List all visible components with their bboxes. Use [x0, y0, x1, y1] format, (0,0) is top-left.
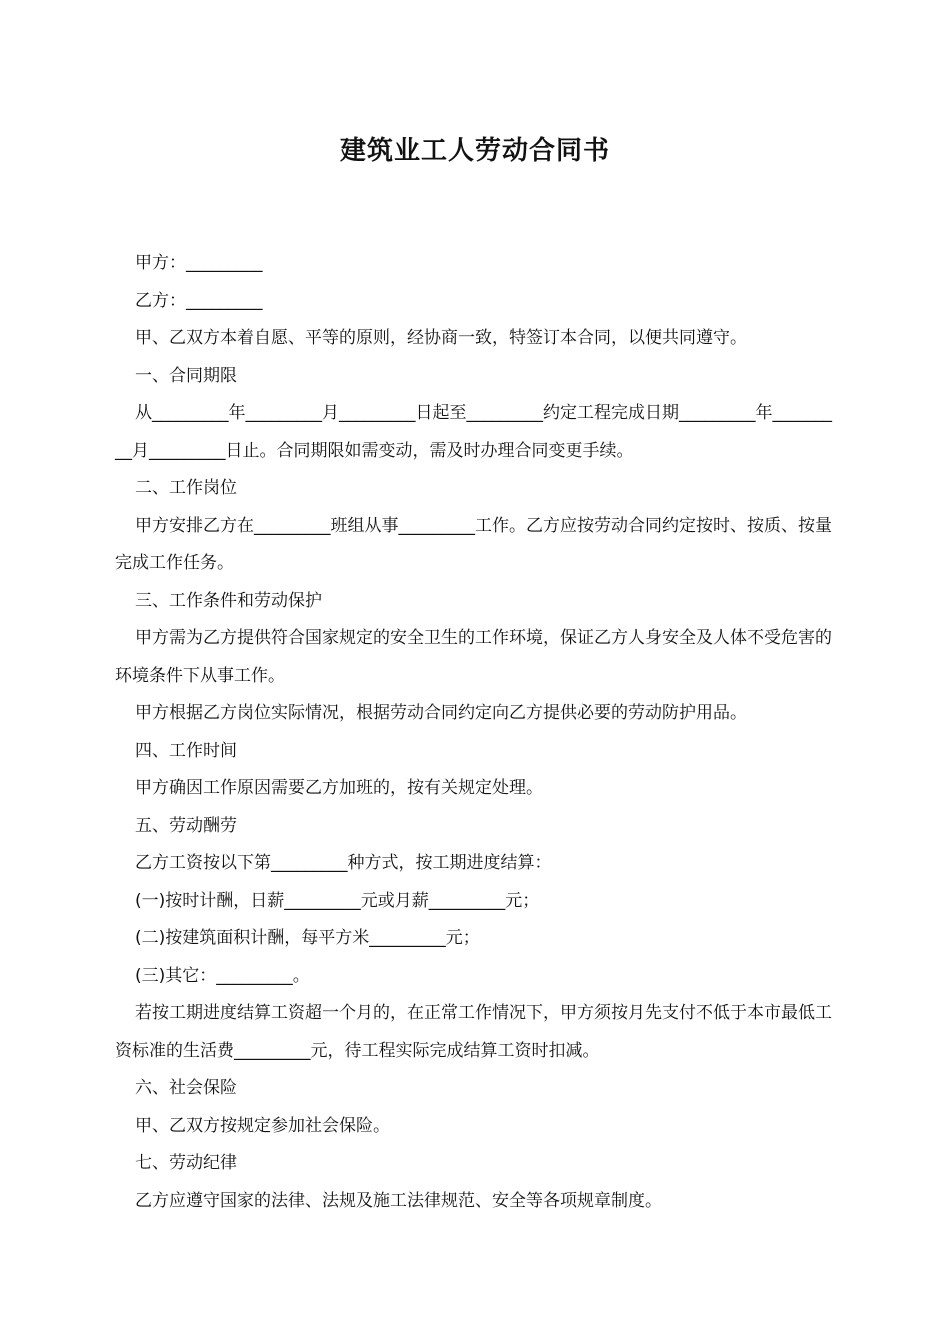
- section-heading-term: 一、合同期限: [135, 365, 237, 386]
- party-a-line: 甲方：_________: [135, 253, 263, 273]
- hours-paragraph: 甲方确因工作原因需要乙方加班的，按有关规定处理。: [135, 778, 543, 798]
- pay-option-3: (三)其它：_________。: [135, 965, 310, 986]
- section-heading-discipline: 七、劳动纪律: [135, 1153, 237, 1173]
- section-heading-hours: 四、工作时间: [135, 740, 237, 761]
- term-paragraph: 从_________年_________月_________日起至_________约定工程完成日期_________年_________月_________日止。合同期限如需变动，需及时办理合同变更手续。: [115, 403, 832, 461]
- discipline-paragraph: 乙方应遵守国家的法律、法规及施工法律规范、安全等各项规章制度。: [135, 1190, 662, 1211]
- pay-option-2: (二)按建筑面积计酬，每平方米_________元；: [135, 928, 480, 948]
- insurance-paragraph: 甲、乙双方按规定参加社会保险。: [135, 1115, 390, 1136]
- section-heading-insurance: 六、社会保险: [135, 1078, 237, 1098]
- document-body: [115, 245, 840, 1220]
- pay-paragraph-method: 乙方工资按以下第_________种方式，按工期进度结算：: [135, 853, 552, 873]
- pay-paragraph-advance: 若按工期进度结算工资超一个月的，在正常工作情况下，甲方须按月先支付不低于本市最低工资标准的生活费_________元，待工程实际完成结算工资时扣减。: [115, 1003, 832, 1061]
- conditions-paragraph-1: 甲方需为乙方提供符合国家规定的安全卫生的工作环境，保证乙方人身安全及人体不受危害的环境条件下从事工作。: [115, 628, 832, 686]
- preamble-paragraph: 甲、乙双方本着自愿、平等的原则，经协商一致，特签订本合同，以便共同遵守。: [135, 328, 747, 348]
- section-heading-conditions: 三、工作条件和劳动保护: [135, 590, 322, 611]
- section-heading-pay: 五、劳动酬劳: [135, 815, 237, 836]
- pay-option-1: (一)按时计酬，日薪_________元或月薪_________元；: [135, 890, 540, 911]
- party-b-line: 乙方：_________: [135, 290, 263, 311]
- conditions-paragraph-2: 甲方根据乙方岗位实际情况，根据劳动合同约定向乙方提供必要的劳动防护用品。: [135, 703, 747, 723]
- section-heading-position: 二、工作岗位: [135, 478, 237, 498]
- position-paragraph: 甲方安排乙方在_________班组从事_________工作。乙方应按劳动合同约定按时、按质、按量完成工作任务。: [115, 515, 832, 573]
- document-title: 建筑业工人劳动合同书: [339, 136, 610, 166]
